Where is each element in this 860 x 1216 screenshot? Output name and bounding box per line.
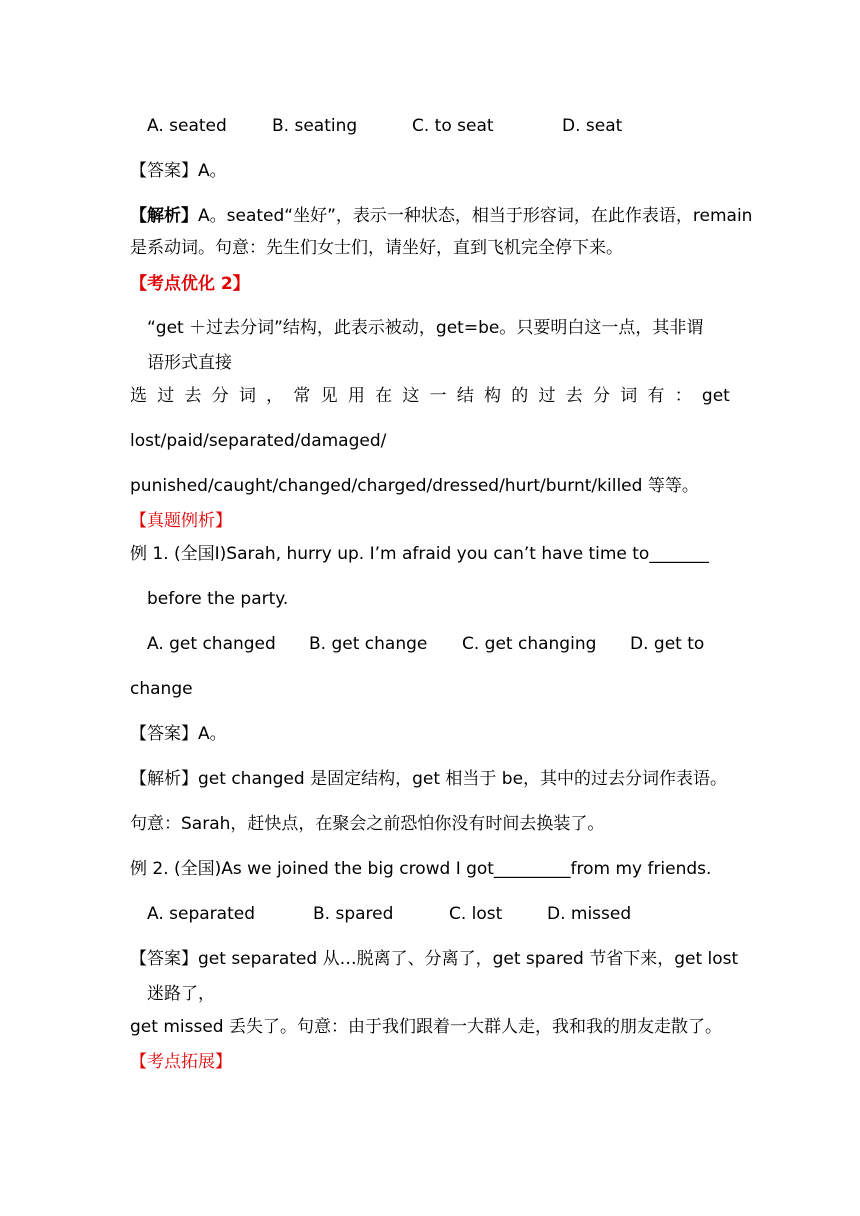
char: 结 — [456, 386, 474, 406]
q1-option-c: C. to seat — [412, 116, 494, 136]
answer-2: 【答案】A。 — [130, 724, 227, 744]
char: 去 — [184, 386, 202, 406]
q1-option-a: A. seated — [147, 116, 227, 136]
explanation-2-line-1: 【解析】get changed 是固定结构，get 相当于 be，其中的过去分词作表语。 — [130, 769, 728, 789]
ex1-option-d: D. get to — [630, 634, 705, 654]
char: 常 — [293, 386, 311, 406]
char: 分 — [211, 386, 229, 406]
example-2-line-1: 例 2. (全国)As we joined the big crowd I got_________from my friends. — [130, 859, 712, 879]
explanation-2-line-2: 句意：Sarah，赶快点，在聚会之前恐怕你没有时间去换装了。 — [130, 814, 605, 834]
char: 在 — [375, 386, 393, 406]
optimization-line-2: 语形式直接 — [147, 353, 232, 373]
char: ： — [674, 386, 692, 406]
ex2-option-b: B. spared — [313, 904, 394, 924]
optimization-line-3 — [130, 384, 730, 408]
char: 过 — [538, 386, 556, 406]
char: 的 — [511, 386, 529, 406]
char: 有 — [647, 386, 665, 406]
char: 过 — [157, 386, 175, 406]
answer-3-line-2: 迷路了， — [147, 984, 215, 1004]
example-1-line-4: change — [130, 679, 193, 699]
example-1-line-2: before the party. — [147, 589, 289, 609]
explanation-1-line-2: 是系动词。句意：先生们女士们，请坐好，直到飞机完全停下来。 — [130, 238, 623, 258]
ex2-option-d: D. missed — [547, 904, 632, 924]
ex1-option-c: C. get changing — [462, 634, 597, 654]
char: 词 — [620, 386, 638, 406]
optimization-line-1: “get ＋过去分词”结构，此表示被动，get=be。只要明白这一点，其非谓 — [147, 318, 704, 338]
char: 构 — [484, 386, 502, 406]
heading-real-examples: 【真题例析】 — [130, 511, 232, 531]
explanation-1-line-1 — [130, 204, 752, 228]
optimization-line-4: lost/paid/separated/damaged/ — [130, 431, 387, 451]
q1-option-b: B. seating — [272, 116, 358, 136]
char: 这 — [402, 386, 420, 406]
ex2-option-a: A. separated — [147, 904, 255, 924]
char: get — [701, 386, 730, 406]
heading-extension: 【考点拓展】 — [130, 1052, 232, 1072]
ex2-option-c: C. lost — [449, 904, 503, 924]
heading-optimization: 【考点优化 2】 — [130, 274, 250, 294]
answer-3-line-1: 【答案】get separated 从…脱离了、分离了，get spared 节省下来，get lost — [130, 949, 739, 969]
answer-1: 【答案】A。 — [130, 161, 227, 181]
answer-3-line-3: get missed 丢失了。句意：由于我们跟着一大群人走，我和我的朋友走散了。 — [130, 1017, 722, 1037]
explanation-1-text: A。seated“坐好”，表示一种状态，相当于形容词，在此作表语，remain — [198, 206, 753, 226]
example-1-line-1: 例 1. (全国I)Sarah, hurry up. I’m afraid you can’t have time to_______ — [130, 544, 709, 564]
ex1-option-a: A. get changed — [147, 634, 276, 654]
char: 见 — [320, 386, 338, 406]
char: 用 — [347, 386, 365, 406]
char: 选 — [130, 386, 147, 406]
char: 去 — [565, 386, 583, 406]
ex1-option-b: B. get change — [309, 634, 428, 654]
char: ， — [266, 386, 284, 406]
q1-option-d: D. seat — [562, 116, 623, 136]
char: 词 — [238, 386, 256, 406]
char: 分 — [592, 386, 610, 406]
optimization-line-5: punished/caught/changed/charged/dressed/hurt/burnt/killed 等等。 — [130, 476, 699, 496]
char: 一 — [429, 386, 447, 406]
explanation-1-label: 【解析】 — [130, 206, 198, 226]
